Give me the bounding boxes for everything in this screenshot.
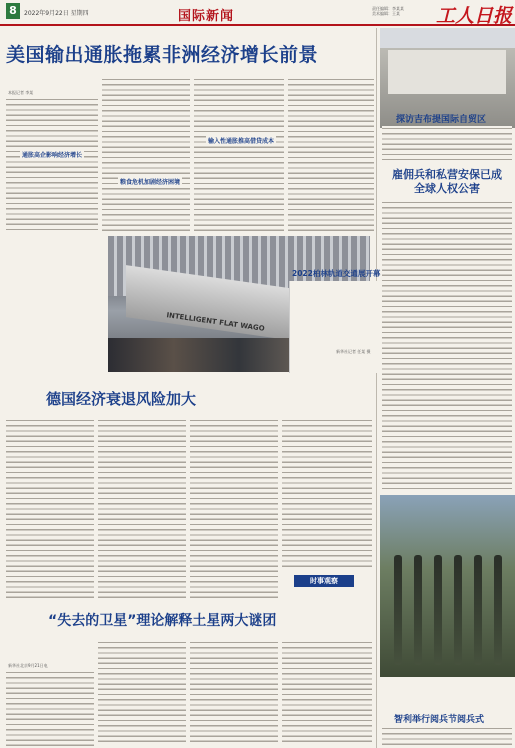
article-body (6, 670, 94, 746)
photo-credit: 新华社记者 任某 摄 (336, 349, 371, 354)
parade-photo[interactable] (380, 495, 515, 677)
article-body (6, 418, 94, 598)
editor-info (372, 6, 404, 16)
editor-line: 美术编辑：王某 (372, 11, 400, 16)
article-body (6, 97, 98, 232)
wagon-lettering: INTELLIGENT FLAT WAGO (165, 311, 266, 333)
subheading: 输入性通胀推高借贷成本 (208, 138, 275, 145)
subheading: 粮食危机加剧经济困境 (120, 179, 181, 186)
building (388, 50, 506, 94)
article-body (282, 418, 372, 570)
article-body (190, 418, 278, 598)
soldier (394, 555, 402, 665)
saturn-byline: 新华社北京9月21日电 (8, 663, 48, 668)
germany-headline[interactable]: 德国经济衰退风险加大 (46, 390, 197, 408)
article-body (102, 77, 190, 232)
photo-caption (289, 281, 379, 373)
saturn-headline[interactable]: “失去的卫星”理论解释土星两大谜团 (48, 613, 277, 629)
soldier (454, 555, 462, 665)
article-body (190, 640, 278, 746)
page-number: 8 (6, 3, 20, 19)
editor-line: 责任编辑：李某某 (372, 6, 404, 11)
right-box-title[interactable]: 探访吉布提国际自贸区 (396, 115, 487, 125)
soldier (434, 555, 442, 665)
sky (380, 28, 515, 48)
photo-caption-title: 2022柏林轨道交通展开幕 (292, 269, 381, 278)
right-headline[interactable]: 雇佣兵和私营安保已成全球人权公害 (392, 168, 502, 195)
page-header (0, 0, 515, 26)
soldier (494, 555, 502, 665)
soldier (414, 555, 422, 665)
article-body (282, 640, 372, 746)
article-body (382, 726, 512, 748)
parade-title[interactable]: 智利举行阅兵节阅兵式 (394, 715, 485, 725)
article-body (194, 77, 284, 232)
article-body (288, 77, 374, 232)
soldier (474, 555, 482, 665)
masthead-logo: 工人日报 (436, 5, 513, 27)
section-title: 国际新闻 (178, 9, 235, 24)
column-divider (376, 28, 377, 748)
article-body (98, 640, 186, 746)
article-body (382, 126, 512, 160)
subheading: 通胀高企影响经济增长 (22, 152, 83, 159)
article-body (98, 418, 186, 598)
commentary-tag: 时事观察 (294, 575, 354, 587)
article-body (382, 200, 512, 490)
issue-date: 2022年9月22日 星期四 (24, 10, 89, 17)
main-headline[interactable]: 美国输出通胀拖累非洲经济增长前景 (6, 44, 319, 66)
main-byline: 本报记者 李某 (8, 90, 34, 95)
